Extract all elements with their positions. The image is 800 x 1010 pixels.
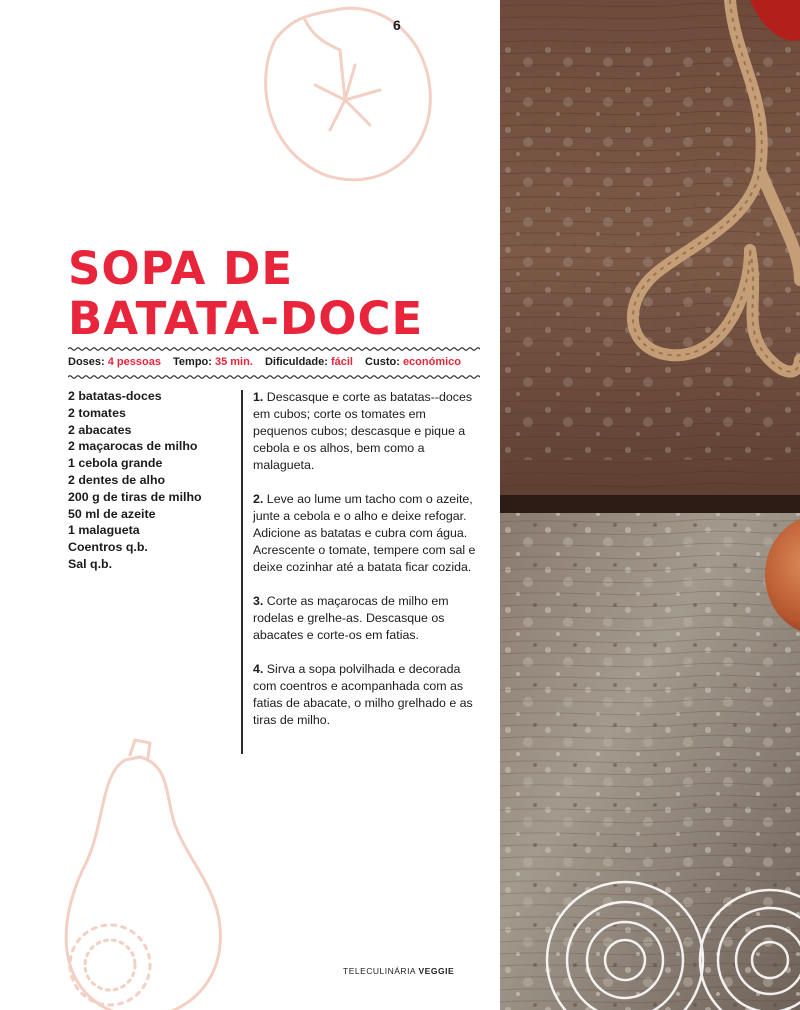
step-text: Descasque e corte as batatas--doces em cubos; corte os tomates em pequenos cubos; descasque e pique a cebola e os alhos, bem como a malagueta. [253, 390, 473, 472]
ingredient-item: 1 cebola grande [68, 456, 163, 471]
ingredient-item: 200 g de tiras de milho [68, 489, 202, 504]
preparation-steps [253, 389, 483, 746]
step-item [253, 389, 483, 474]
ingredient-item: 1 malagueta [68, 523, 140, 538]
ingredient-item: 2 tomates [68, 405, 126, 420]
footer-brand [343, 966, 454, 976]
meta-value: 35 min. [214, 356, 253, 368]
meta-cost [365, 356, 461, 368]
ingredient-item: 2 batatas-doces [68, 389, 162, 403]
squash-sketch-icon [40, 735, 240, 1010]
meta-label: Tempo: [173, 356, 212, 368]
ingredient-item: 2 dentes de alho [68, 472, 166, 487]
meta-label: Custo: [365, 356, 400, 368]
step-item [253, 593, 483, 644]
meta-value: fácil [330, 356, 353, 368]
step-item [253, 491, 483, 576]
ingredients-list [68, 388, 202, 573]
meta-difficulty [265, 356, 353, 368]
recipe-meta [68, 356, 488, 368]
meta-time [173, 356, 253, 368]
food-photo [500, 0, 800, 1010]
brand-name-bold: VEGGIE [418, 966, 455, 976]
recipe-title [68, 244, 423, 344]
meta-label: Doses: [68, 356, 105, 368]
ingredient-item: Coentros q.b. [68, 540, 148, 555]
ingredient-item: Sal q.b. [68, 556, 113, 571]
title-line: SOPA DE [68, 242, 294, 295]
ingredient-item: 2 maçarocas de milho [68, 439, 198, 454]
step-text: Leve ao lume um tacho com o azeite, junte a cebola e o alho e deixe refogar. Adicione as batatas e cubra com água. Acrescente o tomate, tempere com sal e deixe cozinhar até a batata ficar cozida. [253, 492, 476, 574]
title-line: BATATA-DOCE [68, 292, 424, 345]
brand-name: TELECULINÁRIA [343, 966, 416, 976]
meta-doses [68, 356, 161, 368]
step-item [253, 661, 483, 729]
page-number: 6 [393, 17, 401, 33]
step-number: 3. [253, 594, 264, 608]
meta-value: económico [402, 356, 462, 368]
step-number: 4. [253, 662, 264, 676]
wave-divider [68, 345, 480, 353]
wave-divider [68, 373, 480, 381]
meta-value: 4 pessoas [107, 356, 161, 368]
step-number: 2. [253, 492, 264, 506]
column-divider [241, 390, 243, 754]
step-text: Sirva a sopa polvilhada e decorada com coentros e acompanhada com as fatias de abacate, o milho grelhado e as tiras de milho. [253, 662, 473, 727]
step-number: 1. [253, 390, 264, 404]
meta-label: Dificuldade: [264, 356, 328, 368]
wooden-table-image [500, 0, 800, 1010]
ingredient-item: 2 abacates [68, 422, 132, 437]
tomato-sketch-icon [245, 0, 445, 200]
ingredient-item: 50 ml de azeite [68, 506, 156, 521]
step-text: Corte as maçarocas de milho em rodelas e grelhe-as. Descasque os abacates e corte-os em fatias. [253, 594, 449, 642]
